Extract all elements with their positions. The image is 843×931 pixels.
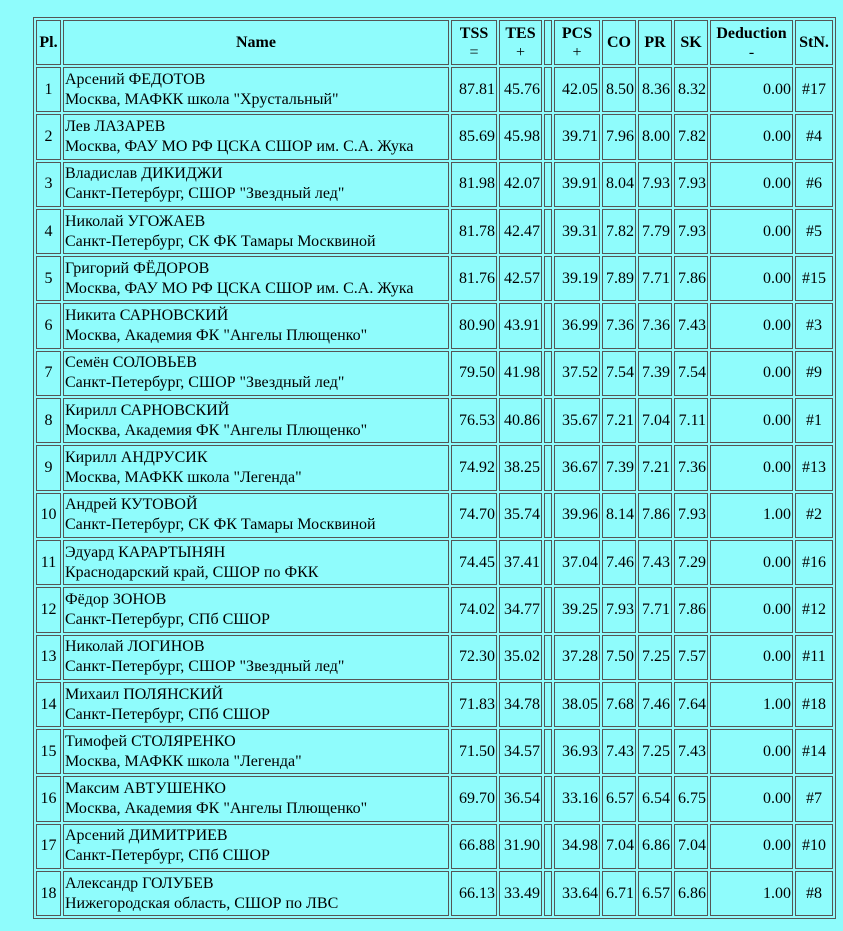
tes-cell: 35.74 — [499, 493, 542, 538]
col-header-pr: PR — [638, 20, 672, 65]
table-row — [36, 587, 833, 632]
skater-cell — [63, 256, 449, 301]
pr-cell: 6.86 — [638, 824, 672, 869]
skater-name: Эдуард КАРАРТЫНЯН — [65, 543, 226, 561]
tss-cell: 71.50 — [451, 729, 497, 774]
tes-cell: 36.54 — [499, 776, 542, 821]
deduction-cell: 0.00 — [710, 540, 793, 585]
place-cell: 4 — [36, 209, 61, 254]
start-number-cell: #8 — [795, 871, 833, 916]
start-number-cell: #17 — [795, 67, 833, 112]
skater-name: Владислав ДИКИДЖИ — [65, 165, 223, 183]
col-header-sk: SK — [674, 20, 708, 65]
sk-cell: 7.11 — [674, 398, 708, 443]
skater-cell — [63, 871, 449, 916]
co-cell: 7.93 — [602, 587, 636, 632]
co-cell: 7.89 — [602, 256, 636, 301]
deduction-cell: 1.00 — [710, 493, 793, 538]
skater-cell — [63, 209, 449, 254]
place-cell: 11 — [36, 540, 61, 585]
pcs-cell: 39.71 — [554, 114, 600, 159]
tss-cell: 72.30 — [451, 635, 497, 680]
col-header-name: Name — [63, 20, 449, 65]
deduction-cell: 0.00 — [710, 587, 793, 632]
place-cell: 12 — [36, 587, 61, 632]
skater-name: Григорий ФЁДОРОВ — [65, 259, 210, 277]
pcs-operator: + — [572, 43, 582, 61]
place-cell: 13 — [36, 635, 61, 680]
tss-cell: 69.70 — [451, 776, 497, 821]
table-row — [36, 493, 833, 538]
pcs-cell: 42.05 — [554, 67, 600, 112]
pcs-cell: 33.64 — [554, 871, 600, 916]
col-header-pcs — [554, 20, 600, 65]
skater-club: Санкт-Петербург, СПб СШОР — [65, 705, 270, 723]
skater-cell — [63, 398, 449, 443]
gap-cell — [544, 540, 552, 585]
sk-cell: 7.86 — [674, 256, 708, 301]
tss-cell: 71.83 — [451, 682, 497, 727]
skater-name: Андрей КУТОВОЙ — [65, 496, 198, 514]
table-row — [36, 67, 833, 112]
tss-operator: = — [469, 43, 479, 61]
start-number-cell: #13 — [795, 445, 833, 490]
pr-cell: 7.86 — [638, 493, 672, 538]
skater-club: Москва, Академия ФК "Ангелы Плющенко" — [65, 800, 368, 818]
gap-cell — [544, 162, 552, 207]
sk-cell: 7.64 — [674, 682, 708, 727]
tss-cell: 81.78 — [451, 209, 497, 254]
skater-club: Санкт-Петербург, СШОР "Звездный лед" — [65, 374, 345, 392]
gap-cell — [544, 587, 552, 632]
gap-cell — [544, 209, 552, 254]
gap-cell — [544, 67, 552, 112]
tes-cell: 35.02 — [499, 635, 542, 680]
tes-cell: 34.78 — [499, 682, 542, 727]
place-cell: 17 — [36, 824, 61, 869]
sk-cell: 7.86 — [674, 587, 708, 632]
gap-cell — [544, 303, 552, 348]
results-table — [33, 17, 836, 919]
gap-cell — [544, 445, 552, 490]
pcs-cell: 39.25 — [554, 587, 600, 632]
deduction-cell: 0.00 — [710, 67, 793, 112]
table-row — [36, 445, 833, 490]
skater-club: Санкт-Петербург, СПб СШОР — [65, 847, 270, 865]
sk-cell: 7.57 — [674, 635, 708, 680]
tes-cell: 43.91 — [499, 303, 542, 348]
gap-cell — [544, 776, 552, 821]
co-cell: 8.14 — [602, 493, 636, 538]
table-row — [36, 114, 833, 159]
sk-cell: 7.93 — [674, 209, 708, 254]
pcs-cell: 34.98 — [554, 824, 600, 869]
deduction-cell: 1.00 — [710, 682, 793, 727]
pr-cell: 7.79 — [638, 209, 672, 254]
skater-name: Лев ЛАЗАРЕВ — [65, 117, 166, 135]
place-cell: 10 — [36, 493, 61, 538]
tes-cell: 34.57 — [499, 729, 542, 774]
pr-cell: 6.54 — [638, 776, 672, 821]
deduction-cell: 0.00 — [710, 209, 793, 254]
tss-cell: 85.69 — [451, 114, 497, 159]
place-cell: 15 — [36, 729, 61, 774]
co-cell: 7.50 — [602, 635, 636, 680]
skater-club: Нижегородская область, СШОР по ЛВС — [65, 894, 339, 912]
pcs-cell: 33.16 — [554, 776, 600, 821]
pcs-cell: 36.93 — [554, 729, 600, 774]
tss-cell: 81.98 — [451, 162, 497, 207]
tss-cell: 74.02 — [451, 587, 497, 632]
skater-cell — [63, 729, 449, 774]
deduction-cell: 0.00 — [710, 162, 793, 207]
table-row — [36, 256, 833, 301]
pr-cell: 7.25 — [638, 635, 672, 680]
place-cell: 2 — [36, 114, 61, 159]
skater-name: Кирилл САРНОВСКИЙ — [65, 401, 230, 419]
tes-cell: 42.07 — [499, 162, 542, 207]
table-row — [36, 682, 833, 727]
skater-cell — [63, 351, 449, 396]
skater-cell — [63, 540, 449, 585]
tes-cell: 41.98 — [499, 351, 542, 396]
col-header-co: CO — [602, 20, 636, 65]
co-cell: 6.71 — [602, 871, 636, 916]
tss-cell: 74.92 — [451, 445, 497, 490]
skater-club: Санкт-Петербург, СШОР "Звездный лед" — [65, 185, 345, 203]
skater-club: Санкт-Петербург, СК ФК Тамары Москвиной — [65, 232, 376, 250]
co-cell: 7.39 — [602, 445, 636, 490]
pr-cell: 6.57 — [638, 871, 672, 916]
table-row — [36, 540, 833, 585]
skater-cell — [63, 776, 449, 821]
pr-cell: 7.04 — [638, 398, 672, 443]
deduction-cell: 0.00 — [710, 729, 793, 774]
skater-name: Максим АВТУШЕНКО — [65, 780, 226, 798]
col-header-start-number: StN. — [795, 20, 833, 65]
co-cell: 8.04 — [602, 162, 636, 207]
sk-cell: 8.32 — [674, 67, 708, 112]
gap-cell — [544, 114, 552, 159]
pr-cell: 7.21 — [638, 445, 672, 490]
sk-cell: 7.43 — [674, 303, 708, 348]
skater-club: Краснодарский край, СШОР по ФКК — [65, 563, 319, 581]
skater-club: Москва, МАФКК школа "Хрустальный" — [65, 90, 339, 108]
start-number-cell: #6 — [795, 162, 833, 207]
table-row — [36, 303, 833, 348]
pcs-cell: 39.19 — [554, 256, 600, 301]
tes-cell: 38.25 — [499, 445, 542, 490]
skater-name: Николай УГОЖАЕВ — [65, 212, 206, 230]
col-header-gap — [544, 20, 552, 65]
skater-name: Арсений ФЕДОТОВ — [65, 70, 206, 88]
skater-cell — [63, 162, 449, 207]
sk-cell: 7.04 — [674, 824, 708, 869]
pr-cell: 7.71 — [638, 256, 672, 301]
tss-cell: 66.88 — [451, 824, 497, 869]
co-cell: 6.57 — [602, 776, 636, 821]
deduction-cell: 1.00 — [710, 871, 793, 916]
pr-cell: 7.71 — [638, 587, 672, 632]
tss-cell: 74.70 — [451, 493, 497, 538]
gap-cell — [544, 682, 552, 727]
deduction-cell: 0.00 — [710, 256, 793, 301]
start-number-cell: #4 — [795, 114, 833, 159]
skater-cell — [63, 635, 449, 680]
skater-club: Москва, ФАУ МО РФ ЦСКА СШОР им. С.А. Жука — [65, 137, 414, 155]
table-row — [36, 824, 833, 869]
pcs-cell: 39.91 — [554, 162, 600, 207]
skater-cell — [63, 67, 449, 112]
col-header-tes — [499, 20, 542, 65]
pr-cell: 7.43 — [638, 540, 672, 585]
tes-cell: 37.41 — [499, 540, 542, 585]
pcs-cell: 38.05 — [554, 682, 600, 727]
skater-club: Москва, Академия ФК "Ангелы Плющенко" — [65, 421, 368, 439]
tes-cell: 42.47 — [499, 209, 542, 254]
pcs-label: PCS — [561, 24, 593, 42]
gap-cell — [544, 635, 552, 680]
skater-club: Санкт-Петербург, СК ФК Тамары Москвиной — [65, 516, 376, 534]
skater-club: Москва, ФАУ МО РФ ЦСКА СШОР им. С.А. Жука — [65, 279, 414, 297]
pr-cell: 7.39 — [638, 351, 672, 396]
pr-cell: 7.93 — [638, 162, 672, 207]
skater-cell — [63, 587, 449, 632]
tes-cell: 33.49 — [499, 871, 542, 916]
tes-cell: 31.90 — [499, 824, 542, 869]
col-header-place: Pl. — [36, 20, 61, 65]
start-number-cell: #7 — [795, 776, 833, 821]
pr-cell: 7.36 — [638, 303, 672, 348]
skater-name: Николай ЛОГИНОВ — [65, 638, 205, 656]
skater-club: Санкт-Петербург, СШОР "Звездный лед" — [65, 658, 345, 676]
results-body — [36, 67, 833, 916]
tes-operator: + — [515, 43, 526, 61]
place-cell: 9 — [36, 445, 61, 490]
co-cell: 7.96 — [602, 114, 636, 159]
start-number-cell: #16 — [795, 540, 833, 585]
sk-cell: 7.82 — [674, 114, 708, 159]
place-cell: 8 — [36, 398, 61, 443]
start-number-cell: #12 — [795, 587, 833, 632]
sk-cell: 7.93 — [674, 493, 708, 538]
tss-cell: 81.76 — [451, 256, 497, 301]
tes-label: TES — [505, 24, 536, 42]
skater-cell — [63, 114, 449, 159]
start-number-cell: #5 — [795, 209, 833, 254]
deduction-cell: 0.00 — [710, 303, 793, 348]
co-cell: 7.36 — [602, 303, 636, 348]
start-number-cell: #9 — [795, 351, 833, 396]
start-number-cell: #10 — [795, 824, 833, 869]
start-number-cell: #3 — [795, 303, 833, 348]
start-number-cell: #2 — [795, 493, 833, 538]
gap-cell — [544, 871, 552, 916]
gap-cell — [544, 493, 552, 538]
pcs-cell: 37.04 — [554, 540, 600, 585]
tss-cell: 66.13 — [451, 871, 497, 916]
tes-cell: 45.76 — [499, 67, 542, 112]
col-header-deduction — [710, 20, 793, 65]
co-cell: 7.82 — [602, 209, 636, 254]
gap-cell — [544, 351, 552, 396]
pcs-cell: 36.67 — [554, 445, 600, 490]
tss-cell: 76.53 — [451, 398, 497, 443]
place-cell: 6 — [36, 303, 61, 348]
pcs-cell: 37.52 — [554, 351, 600, 396]
place-cell: 18 — [36, 871, 61, 916]
pcs-cell: 39.31 — [554, 209, 600, 254]
deduction-label: Deduction — [716, 24, 787, 42]
pr-cell: 8.36 — [638, 67, 672, 112]
skater-club: Москва, МАФКК школа "Легенда" — [65, 752, 302, 770]
tss-cell: 79.50 — [451, 351, 497, 396]
start-number-cell: #1 — [795, 398, 833, 443]
gap-cell — [544, 729, 552, 774]
co-cell: 7.21 — [602, 398, 636, 443]
skater-name: Александр ГОЛУБЕВ — [65, 874, 214, 892]
co-cell: 7.43 — [602, 729, 636, 774]
skater-name: Фёдор ЗОНОВ — [65, 590, 167, 608]
deduction-cell: 0.00 — [710, 824, 793, 869]
tss-cell: 87.81 — [451, 67, 497, 112]
skater-club: Москва, Академия ФК "Ангелы Плющенко" — [65, 327, 368, 345]
tes-cell: 34.77 — [499, 587, 542, 632]
table-row — [36, 209, 833, 254]
table-row — [36, 162, 833, 207]
header-row — [36, 20, 833, 65]
co-cell: 8.50 — [602, 67, 636, 112]
pcs-cell: 35.67 — [554, 398, 600, 443]
table-row — [36, 729, 833, 774]
deduction-cell: 0.00 — [710, 398, 793, 443]
table-row — [36, 351, 833, 396]
sk-cell: 7.36 — [674, 445, 708, 490]
table-row — [36, 871, 833, 916]
co-cell: 7.54 — [602, 351, 636, 396]
sk-cell: 7.43 — [674, 729, 708, 774]
place-cell: 16 — [36, 776, 61, 821]
pr-cell: 7.25 — [638, 729, 672, 774]
tss-label: TSS — [459, 24, 489, 42]
pr-cell: 7.46 — [638, 682, 672, 727]
skater-cell — [63, 493, 449, 538]
deduction-cell: 0.00 — [710, 445, 793, 490]
pcs-cell: 39.96 — [554, 493, 600, 538]
place-cell: 7 — [36, 351, 61, 396]
sk-cell: 6.86 — [674, 871, 708, 916]
deduction-operator: - — [748, 43, 755, 61]
skater-cell — [63, 445, 449, 490]
col-header-tss — [451, 20, 497, 65]
skater-cell — [63, 303, 449, 348]
skater-name: Арсений ДИМИТРИЕВ — [65, 827, 228, 845]
place-cell: 1 — [36, 67, 61, 112]
tes-cell: 45.98 — [499, 114, 542, 159]
tss-cell: 80.90 — [451, 303, 497, 348]
co-cell: 7.04 — [602, 824, 636, 869]
skater-cell — [63, 824, 449, 869]
sk-cell: 7.93 — [674, 162, 708, 207]
skater-club: Москва, МАФКК школа "Легенда" — [65, 469, 302, 487]
tes-cell: 40.86 — [499, 398, 542, 443]
skater-name: Никита САРНОВСКИЙ — [65, 307, 229, 325]
skater-name: Тимофей СТОЛЯРЕНКО — [65, 732, 236, 750]
skater-cell — [63, 682, 449, 727]
deduction-cell: 0.00 — [710, 776, 793, 821]
sk-cell: 7.54 — [674, 351, 708, 396]
table-row — [36, 776, 833, 821]
place-cell: 14 — [36, 682, 61, 727]
sk-cell: 6.75 — [674, 776, 708, 821]
tes-cell: 42.57 — [499, 256, 542, 301]
gap-cell — [544, 256, 552, 301]
skater-club: Санкт-Петербург, СПб СШОР — [65, 610, 270, 628]
skater-name: Михаил ПОЛЯНСКИЙ — [65, 685, 224, 703]
deduction-cell: 0.00 — [710, 114, 793, 159]
skater-name: Семён СОЛОВЬЕВ — [65, 354, 197, 372]
deduction-cell: 0.00 — [710, 351, 793, 396]
start-number-cell: #18 — [795, 682, 833, 727]
start-number-cell: #15 — [795, 256, 833, 301]
co-cell: 7.46 — [602, 540, 636, 585]
sk-cell: 7.29 — [674, 540, 708, 585]
start-number-cell: #11 — [795, 635, 833, 680]
gap-cell — [544, 398, 552, 443]
place-cell: 5 — [36, 256, 61, 301]
co-cell: 7.68 — [602, 682, 636, 727]
skater-name: Кирилл АНДРУСИК — [65, 449, 208, 467]
table-row — [36, 398, 833, 443]
place-cell: 3 — [36, 162, 61, 207]
pcs-cell: 37.28 — [554, 635, 600, 680]
table-row — [36, 635, 833, 680]
deduction-cell: 0.00 — [710, 635, 793, 680]
gap-cell — [544, 824, 552, 869]
pcs-cell: 36.99 — [554, 303, 600, 348]
start-number-cell: #14 — [795, 729, 833, 774]
pr-cell: 8.00 — [638, 114, 672, 159]
tss-cell: 74.45 — [451, 540, 497, 585]
